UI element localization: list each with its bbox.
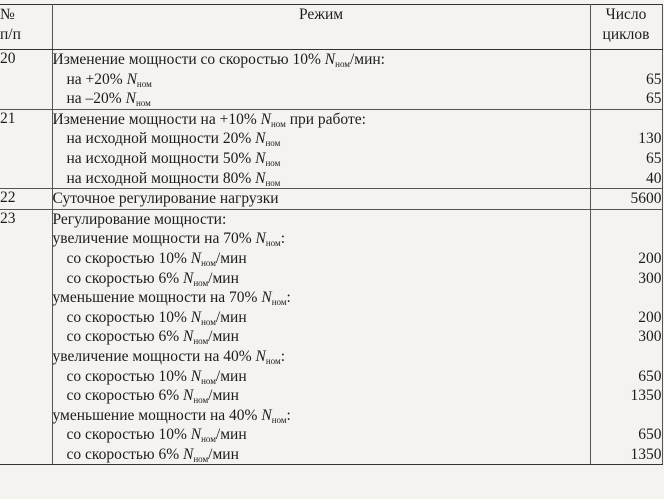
mode-line: Суточное регулирование нагрузки xyxy=(52,190,279,208)
mode-line: со скоростью 6% $N_{ном}$/мин xyxy=(66,387,239,406)
cycles-value: 300 xyxy=(638,328,662,346)
mode-line: со скоростью 6% $N_{ном}$/мин xyxy=(66,445,239,464)
table-row xyxy=(0,50,662,110)
cycles-value: 65 xyxy=(646,70,662,88)
mode-line: увеличение мощности на 40% $N_{ном}$: xyxy=(52,347,285,366)
header-mode: Режим xyxy=(52,5,590,50)
mode-line: уменьшение мощности на 40% $N_{ном}$: xyxy=(52,406,291,425)
cycles-value: 200 xyxy=(638,308,662,326)
mode-line: со скоростью 10% $N_{ном}$/мин xyxy=(66,249,247,268)
row-cycles xyxy=(590,209,662,465)
mode-line: на исходной мощности 50% $N_{ном}$ xyxy=(66,149,281,168)
row-cycles xyxy=(590,109,662,188)
cycles-value xyxy=(591,229,662,249)
cycles-value: 5600 xyxy=(630,190,662,208)
cycles-value xyxy=(591,288,662,308)
mode-line: Изменение мощности на +10% $N_{ном}$ при работе: xyxy=(52,110,366,129)
mode-line: Регулирование мощности: xyxy=(52,210,227,228)
header-number-line1: № xyxy=(0,6,15,23)
mode-line: со скоростью 10% $N_{ном}$/мин xyxy=(66,426,247,445)
table-row xyxy=(0,209,662,465)
mode-line: увеличение мощности на 70% $N_{ном}$: xyxy=(52,230,285,249)
cycles-value xyxy=(591,50,662,70)
row-mode xyxy=(52,209,590,465)
cycles-value: 40 xyxy=(646,169,662,187)
row-cycles xyxy=(590,189,662,210)
mode-line: со скоростью 10% $N_{ном}$/мин xyxy=(66,367,247,386)
row-number: 22 xyxy=(0,189,52,210)
table-row xyxy=(0,109,662,188)
header-number xyxy=(0,5,52,50)
cycles-value: 200 xyxy=(638,249,662,267)
regimes-table xyxy=(0,4,663,465)
mode-line: со скоростью 10% $N_{ном}$/мин xyxy=(66,308,247,327)
cycles-value: 130 xyxy=(638,130,662,148)
table-body xyxy=(0,50,662,465)
cycles-value: 300 xyxy=(638,269,662,287)
cycles-value xyxy=(591,110,662,130)
header-cycles-line1: Число xyxy=(605,6,647,23)
header-number-line2: п/п xyxy=(0,26,21,43)
mode-line: на исходной мощности 20% $N_{ном}$ xyxy=(66,130,281,149)
table-header-row xyxy=(0,5,662,50)
row-number: 23 xyxy=(0,209,52,465)
mode-line: уменьшение мощности на 70% $N_{ном}$: xyxy=(52,289,291,308)
cycles-value: 1350 xyxy=(630,445,662,463)
cycles-value xyxy=(591,210,662,230)
mode-line: на –20% $N_{ном}$ xyxy=(66,90,151,109)
row-mode xyxy=(52,189,590,210)
header-cycles xyxy=(590,5,662,50)
table-row xyxy=(0,189,662,210)
mode-line: на исходной мощности 80% $N_{ном}$ xyxy=(66,169,281,188)
header-cycles-line2: циклов xyxy=(602,26,650,43)
row-cycles xyxy=(590,50,662,110)
cycles-value xyxy=(591,347,662,367)
cycles-value xyxy=(591,406,662,426)
cycles-value: 65 xyxy=(646,149,662,167)
row-number: 20 xyxy=(0,50,52,110)
row-mode xyxy=(52,109,590,188)
cycles-value: 1350 xyxy=(630,387,662,405)
cycles-value: 65 xyxy=(646,90,662,108)
mode-line: Изменение мощности со скоростью 10% $N_{ном}$/мин: xyxy=(52,51,385,69)
cycles-value: 650 xyxy=(638,367,662,385)
cycles-value: 650 xyxy=(638,426,662,444)
mode-line: со скоростью 6% $N_{ном}$/мин xyxy=(66,269,239,288)
row-number: 21 xyxy=(0,109,52,188)
mode-line: со скоростью 6% $N_{ном}$/мин xyxy=(66,328,239,347)
mode-line: на +20% $N_{ном}$ xyxy=(66,70,152,89)
row-mode xyxy=(52,50,590,110)
